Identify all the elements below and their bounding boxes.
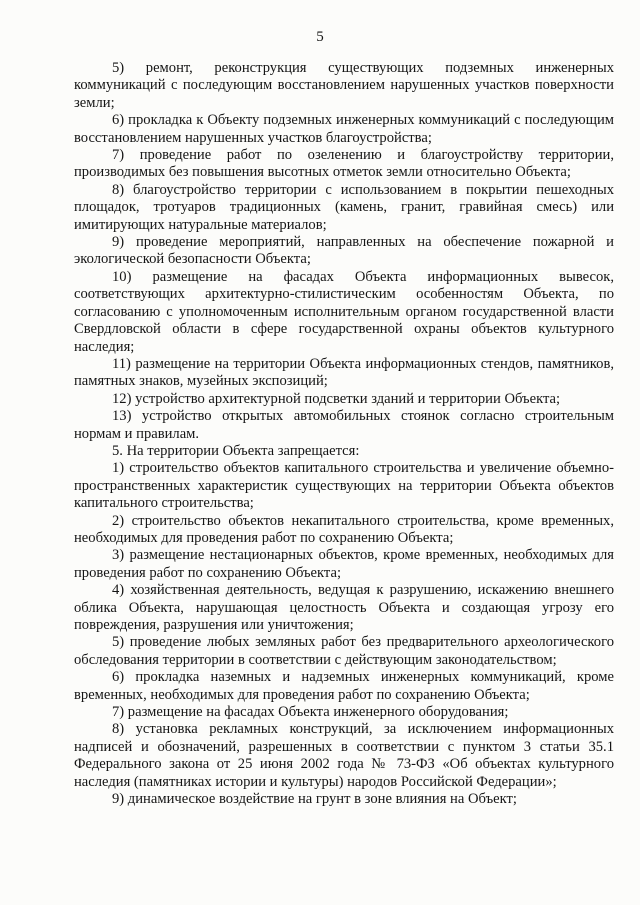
paragraph: 5) ремонт, реконструкция существующих подземных инженерных коммуникаций с последующим восстановлением нарушенных участков поверхности земли; bbox=[74, 60, 614, 111]
page-number: 5 bbox=[316, 29, 324, 45]
paragraph: 5) проведение любых земляных работ без предварительного археологического обследования территории в соответствии с действующим законодательством; bbox=[74, 634, 614, 668]
paragraph: 9) проведение мероприятий, направленных на обеспечение пожарной и экологической безопасности Объекта; bbox=[74, 234, 614, 268]
paragraph: 7) размещение на фасадах Объекта инженерного оборудования; bbox=[112, 704, 509, 721]
paragraph: 6) прокладка наземных и надземных инженерных коммуникаций, кроме временных, необходимых для проведения работ по сохранению Объекта; bbox=[74, 669, 614, 703]
paragraph: 10) размещение на фасадах Объекта информационных вывесок, соответствующих архитектурно-стилистическим особенностям Объекта, по согласованию с уполномоченным исполнительным органом государственной власти Свердловской области в сфере государственной охраны объектов культурного наследия; bbox=[74, 268, 614, 355]
document-body bbox=[74, 60, 614, 808]
paragraph: 2) строительство объектов некапитального строительства, кроме временных, необходимых для проведения работ по сохранению Объекта; bbox=[74, 512, 614, 546]
paragraph: 12) устройство архитектурной подсветки зданий и территории Объекта; bbox=[112, 390, 561, 407]
paragraph: 3) размещение нестационарных объектов, кроме временных, необходимых для проведения работ по сохранению Объекта; bbox=[74, 547, 614, 581]
paragraph: 5. На территории Объекта запрещается: bbox=[112, 442, 360, 459]
paragraph: 8) установка рекламных конструкций, за исключением информационных надписей и обозначений, разрешенных в соответствии с пунктом 3 статьи 35.1 Федерального закона от 25 июня 2002 года № 73-ФЗ «Об объектах культурного наследия (памятниках истории и культуры) народов Российской Федерации»; bbox=[74, 721, 614, 790]
paragraph: 6) прокладка к Объекту подземных инженерных коммуникаций с последующим восстановлением нарушенных участков благоустройства; bbox=[74, 112, 614, 146]
paragraph: 8) благоустройство территории с использованием в покрытии пешеходных площадок, тротуаров традиционных (камень, гранит, гравийная смесь) или имитирующих натуральные материалов; bbox=[74, 181, 614, 233]
paragraph: 13) устройство открытых автомобильных стоянок согласно строительным нормам и правилам. bbox=[74, 408, 614, 442]
paragraph: 1) строительство объектов капитального строительства и увеличение объемно-пространственных характеристик существующих на территории Объекта объектов капитального строительства; bbox=[74, 460, 614, 512]
paragraph: 4) хозяйственная деятельность, ведущая к разрушению, искажению внешнего облика Объекта, нарушающая целостность Объекта и создающая угрозу его повреждения, разрушения или уничтожения; bbox=[74, 582, 614, 633]
paragraph: 9) динамическое воздействие на грунт в зоне влияния на Объект; bbox=[112, 791, 517, 808]
paragraph: 7) проведение работ по озеленению и благоустройству территории, производимых без повышения высотных отметок земли относительно Объекта; bbox=[74, 147, 614, 181]
paragraph: 11) размещение на территории Объекта информационных стендов, памятников, памятных знаков, музейных экспозиций; bbox=[74, 355, 614, 390]
